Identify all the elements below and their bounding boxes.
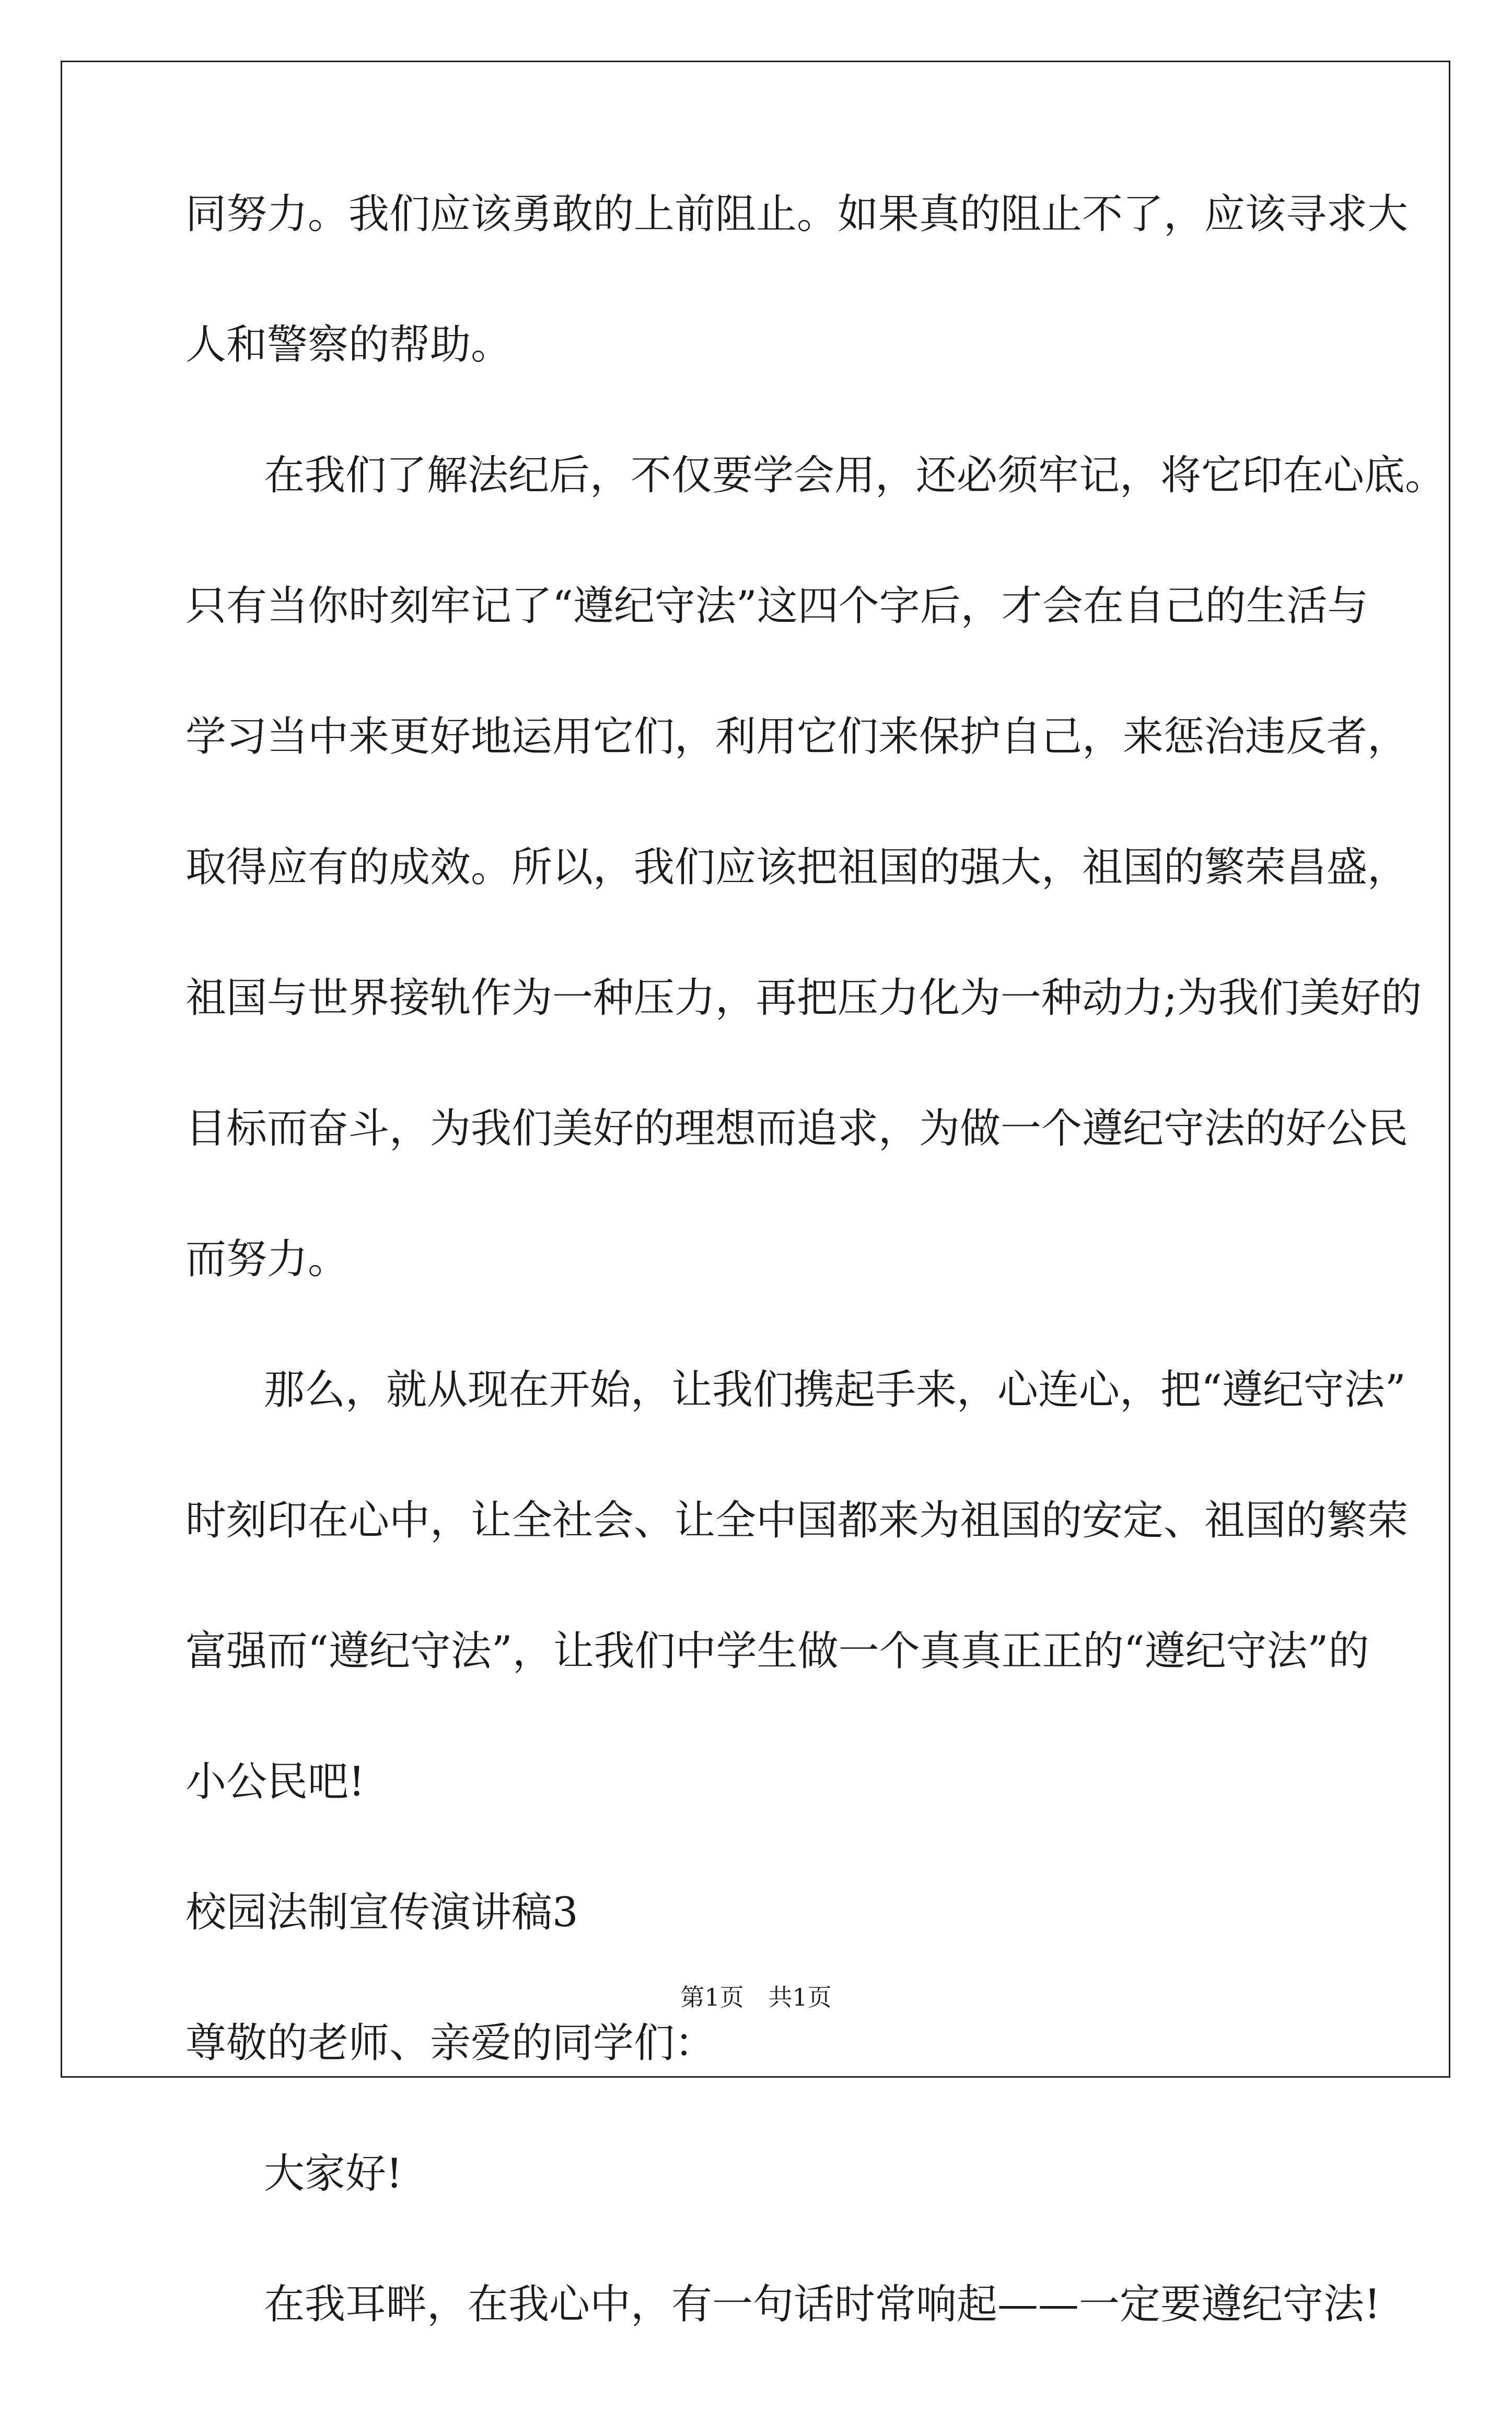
salutation: 尊敬的老师、亲爱的同学们： [185, 2020, 716, 2067]
text-line: 而努力。 [185, 1236, 349, 1283]
paragraph-start-line: 在我耳畔，在我心中，有一句话时常响起——一定要遵纪守法! [264, 2281, 1381, 2328]
text-line: 学习当中来更好地运用它们，利用它们来保护自己，来惩治违反者， [185, 713, 1409, 760]
text-line: 人和警察的帮助。 [185, 321, 512, 368]
text-line: 目标而奋斗，为我们美好的理想而追求，为做一个遵纪守法的好公民 [185, 1105, 1409, 1152]
greeting: 大家好! [264, 2150, 403, 2197]
paragraph-start-line: 在我们了解法纪后，不仅要学会用，还必须牢记，将它印在心底。 [264, 452, 1446, 499]
document-body [185, 188, 1446, 2409]
text-line: 取得应有的成效。所以，我们应该把祖国的强大，祖国的繁荣昌盛， [185, 844, 1409, 891]
text-line: 只有当你时刻牢记了“遵纪守法”这四个字后，才会在自己的生活与 [185, 583, 1368, 630]
text-line: 小公民吧! [185, 1758, 365, 1805]
text-line: 时刻印在心中，让全社会、让全中国都来为祖国的安定、祖国的繁荣 [185, 1497, 1409, 1544]
section-title: 校园法制宣传演讲稿3 [185, 1889, 578, 1936]
page-number: 第1页 [680, 1983, 744, 2011]
text-line: 同努力。我们应该勇敢的上前阻止。如果真的阻止不了，应该寻求大 [185, 191, 1409, 238]
paragraph-start-line: 那么，就从现在开始，让我们携起手来，心连心，把“遵纪守法” [264, 1366, 1406, 1414]
text-line: 富强而“遵纪守法”，让我们中学生做一个真真正正的“遵纪守法”的 [185, 1628, 1369, 1675]
text-line: 祖国与世界接轨作为一种压力，再把压力化为一种动力;为我们美好的 [185, 975, 1422, 1022]
page-total: 共1页 [768, 1983, 832, 2011]
page-footer [0, 1982, 1512, 2013]
